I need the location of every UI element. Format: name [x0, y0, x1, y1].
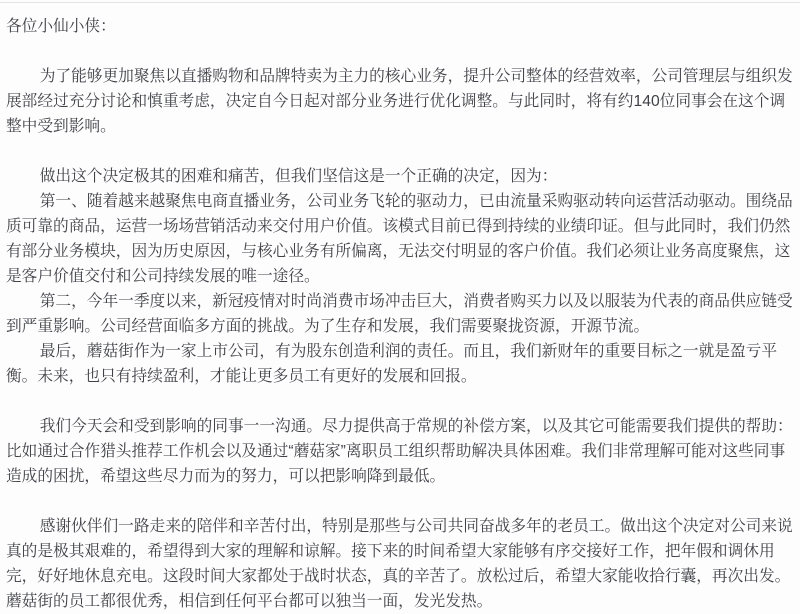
- paragraph-announcement: 为了能够更加聚焦以直播购物和品牌特卖为主力的核心业务，提升公司整体的经营效率，公司管理层与组织发展部经过充分讨论和慎重考虑，决定自今日起对部分业务进行优化调整。与此同时，将有约140位同事会在这个调整中受到影响。: [6, 68, 793, 135]
- paragraph-decision-intro: 做出这个决定极其的困难和痛苦，但我们坚信这是一个正确的决定，因为：: [39, 168, 558, 185]
- paragraph-compensation: 我们今天会和受到影响的同事一一沟通。尽力提供高于常规的补偿方案，以及其它可能需要我们提供的帮助：比如通过合作猎头推荐工作机会以及通过“蘑菇家”离职员工组织帮助解决具体困难。我们非常理解可能对这些同事造成的困扰，希望这些尽力而为的努力，可以把影响降到最低。: [6, 418, 793, 485]
- paragraph-reason-1: 第一、随着越来越聚焦电商直播业务，公司业务飞轮的驱动力，已由流量采购驱动转向运营活动驱动。围绕品质可靠的商品，运营一场场营销活动来交付用户价值。该模式目前已得到持续的业绩印证。但与此同时，我们仍然有部分业务模块，因为历史原因，与核心业务有所偏离，无法交付明显的客户价值。我们必须让业务高度聚焦，这是客户价值交付和公司持续发展的唯一途径。: [6, 193, 793, 285]
- paragraph-thanks: 感谢伙伴们一路走来的陪伴和辛苦付出，特别是那些与公司共同奋战多年的老员工。做出这个决定对公司来说真的是极其艰难的，希望得到大家的理解和谅解。接下来的时间希望大家能够有序交接好工作，把年假和调休用完，好好地休息充电。这段时间大家都处于战时状态，真的辛苦了。放松过后，希望大家能收拾行囊，再次出发。蘑菇街的员工都很优秀，相信到任何平台都可以独当一面，发光发热。: [6, 518, 793, 610]
- top-divider: [0, 2, 800, 3]
- greeting-line: 各位小仙小侠：: [6, 18, 116, 35]
- paragraph-reason-2: 第二，今年一季度以来，新冠疫情对时尚消费市场冲击巨大，消费者购买力以及以服装为代表的商品供应链受到严重影响。公司经营面临多方面的挑战。为了生存和发展，我们需要聚拢资源，开源节流。: [6, 293, 793, 335]
- paragraph-reason-3: 最后，蘑菇街作为一家上市公司，有为股东创造利润的责任。而且，我们新财年的重要目标之一就是盈亏平衡。未来，也只有持续盈利，才能让更多员工有更好的发展和回报。: [6, 343, 778, 385]
